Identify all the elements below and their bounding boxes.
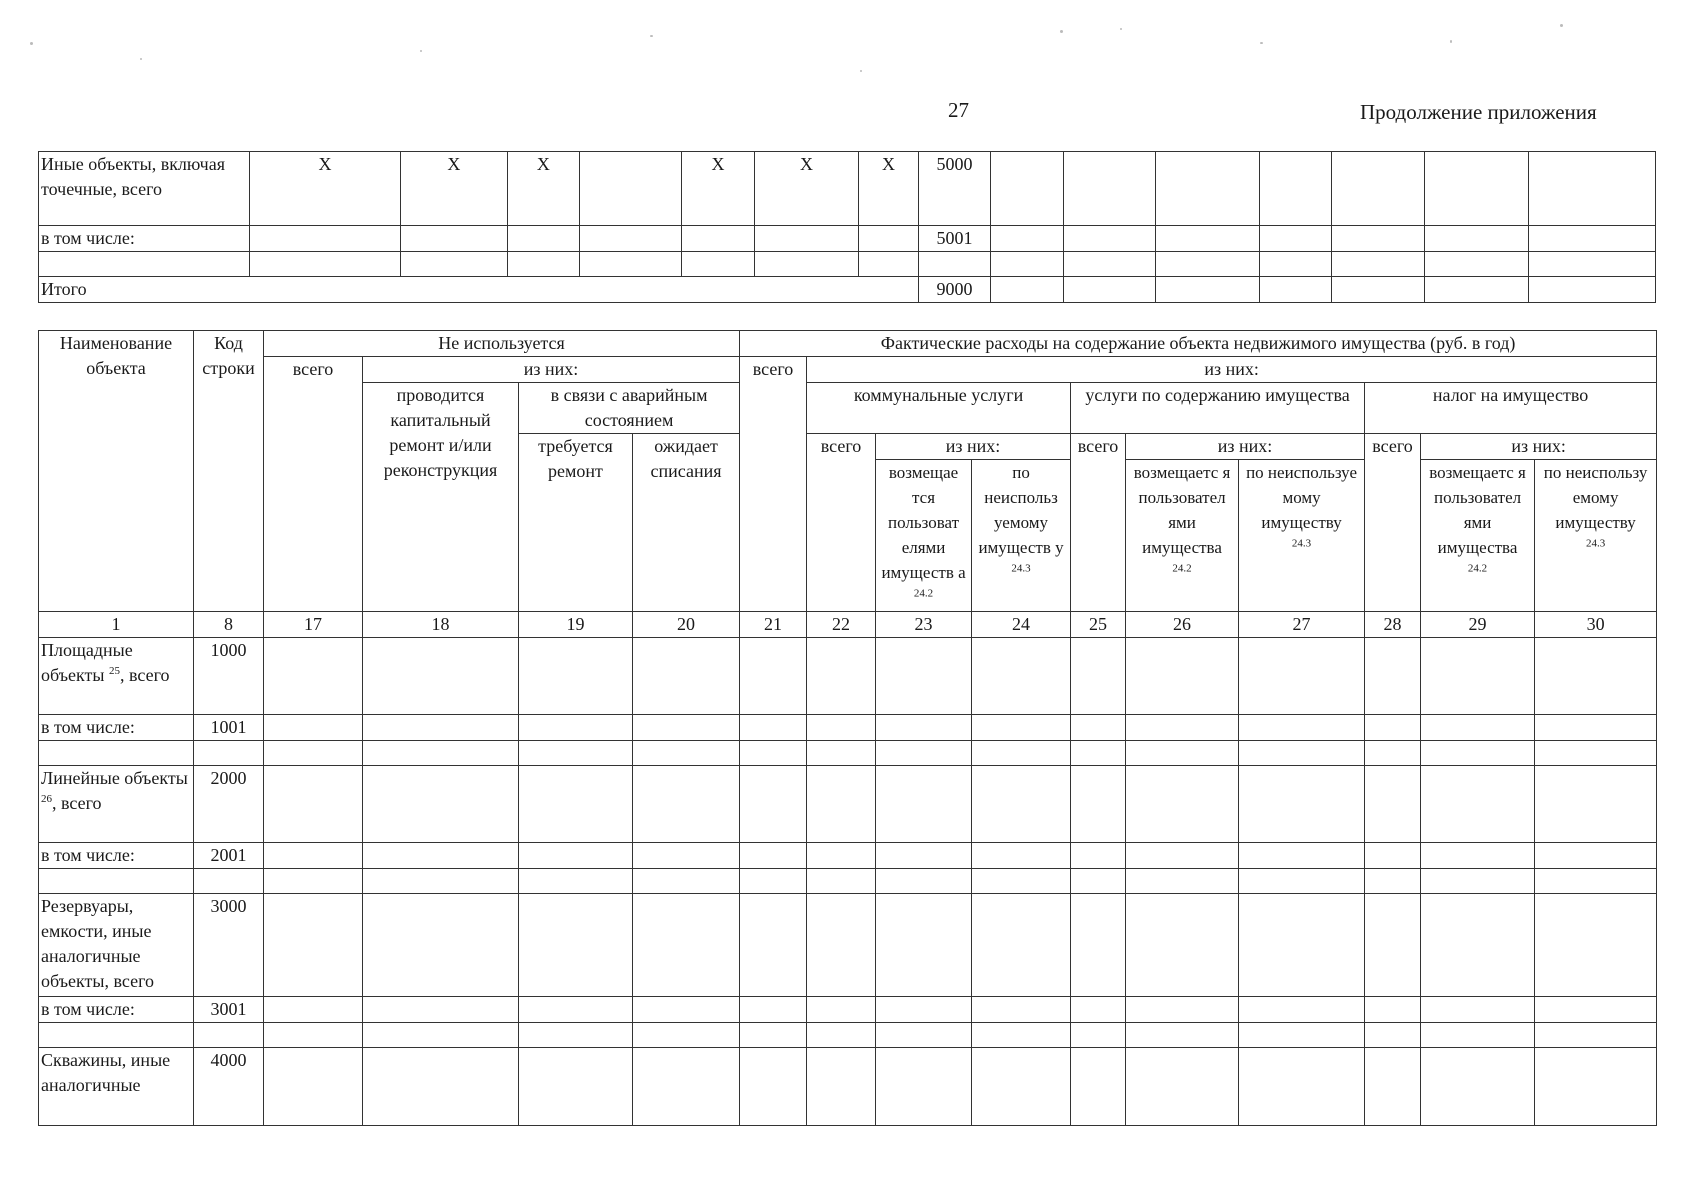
header-reimbursed: возмещаетс я пользовател ями имущества $^{24.2}$: [1126, 460, 1239, 612]
row-code: 5001: [918, 226, 990, 252]
cell-mark: [580, 152, 682, 226]
header-property-tax: налог на имущество: [1365, 383, 1657, 434]
main-table: [38, 330, 1657, 1126]
row-label: Иные объекты, включая точечные, всего: [39, 152, 250, 226]
column-number: 8: [194, 612, 264, 638]
cell-mark: Х: [249, 152, 400, 226]
table-row: [39, 1023, 1657, 1048]
header-unused: по неиспользу емому имуществу $^{24.3}$: [1535, 460, 1657, 612]
table-row-total: [39, 277, 1656, 303]
header-row: [39, 331, 1657, 357]
total-code: 9000: [918, 277, 990, 303]
header-emergency: в связи с аварийным состоянием: [519, 383, 740, 434]
cell-mark: Х: [754, 152, 858, 226]
row-label: Площадные объекты $^{25}$, всего: [39, 638, 194, 715]
column-numbers-row: [39, 612, 1657, 638]
table-row: [39, 843, 1657, 869]
header-of-them: из них:: [807, 357, 1657, 383]
row-code: 3001: [194, 997, 264, 1023]
column-number: 23: [876, 612, 972, 638]
table-row: [39, 1048, 1657, 1126]
column-number: 19: [519, 612, 633, 638]
header-utilities: коммунальные услуги: [807, 383, 1071, 434]
cell-mark: Х: [682, 152, 754, 226]
column-number: 24: [972, 612, 1071, 638]
column-number: 20: [633, 612, 740, 638]
table-row: [39, 869, 1657, 894]
header-total: всего: [264, 357, 363, 612]
table-row: [39, 152, 1656, 226]
table-row: [39, 226, 1656, 252]
header-actual-expenses: Фактические расходы на содержание объекта недвижимого имущества (руб. в год): [740, 331, 1657, 357]
header-total: всего: [1365, 434, 1421, 612]
header-of-them: из них:: [876, 434, 1071, 460]
row-label: в том числе:: [39, 715, 194, 741]
continuation-caption: Продолжение приложения: [1360, 100, 1597, 124]
row-label: Резервуары, емкости, иные аналогичные объекты, всего: [39, 894, 194, 997]
header-name: Наименование объекта: [39, 331, 194, 612]
column-number: 22: [807, 612, 876, 638]
column-number: 29: [1421, 612, 1535, 638]
header-reimbursed: возмещае тся пользоват елями имуществ а $^{24.2}$: [876, 460, 972, 612]
column-number: 28: [1365, 612, 1421, 638]
header-total: всего: [740, 357, 807, 612]
row-code: 4000: [194, 1048, 264, 1126]
cell-mark: Х: [401, 152, 508, 226]
header-reimbursed: возмещаетс я пользовател ями имущества $^{24.2}$: [1421, 460, 1535, 612]
top-table: [38, 151, 1656, 303]
column-number: 26: [1126, 612, 1239, 638]
row-code: 2000: [194, 766, 264, 843]
row-code: 5000: [918, 152, 990, 226]
header-maintenance: услуги по содержанию имущества: [1071, 383, 1365, 434]
row-label: Линейные объекты $^{26}$, всего: [39, 766, 194, 843]
total-label: Итого: [39, 277, 919, 303]
table-row: [39, 638, 1657, 715]
row-label: в том числе:: [39, 226, 250, 252]
column-number: 18: [363, 612, 519, 638]
header-of-them: из них:: [363, 357, 740, 383]
header-code: Код строки: [194, 331, 264, 612]
row-label: в том числе:: [39, 997, 194, 1023]
cell-mark: Х: [859, 152, 919, 226]
table-row: [39, 252, 1656, 277]
table-row: [39, 715, 1657, 741]
header-not-used: Не используется: [264, 331, 740, 357]
row-code: 1000: [194, 638, 264, 715]
column-number: 25: [1071, 612, 1126, 638]
table-row: [39, 894, 1657, 997]
header-total: всего: [807, 434, 876, 612]
header-unused: по неиспользуе мому имуществу $^{24.3}$: [1239, 460, 1365, 612]
table-row: [39, 741, 1657, 766]
column-number: 1: [39, 612, 194, 638]
column-number: 27: [1239, 612, 1365, 638]
header-of-them: из них:: [1421, 434, 1657, 460]
row-code: 2001: [194, 843, 264, 869]
row-code: 3000: [194, 894, 264, 997]
header-total: всего: [1071, 434, 1126, 612]
header-of-them: из них:: [1126, 434, 1365, 460]
header-awaiting-write-off: ожидает списания: [633, 434, 740, 612]
table-row: [39, 997, 1657, 1023]
row-label: в том числе:: [39, 843, 194, 869]
cell-mark: Х: [507, 152, 579, 226]
header-unused: по неиспольз уемому имуществ у $^{24.3}$: [972, 460, 1071, 612]
row-label: Скважины, иные аналогичные: [39, 1048, 194, 1126]
header-repair-needed: требуется ремонт: [519, 434, 633, 612]
table-row: [39, 766, 1657, 843]
page-number: 27: [948, 98, 969, 122]
row-code: 1001: [194, 715, 264, 741]
header-row: [39, 357, 1657, 383]
column-number: 17: [264, 612, 363, 638]
column-number: 21: [740, 612, 807, 638]
header-capital-repair: проводится капитальный ремонт и/или реконструкция: [363, 383, 519, 612]
column-number: 30: [1535, 612, 1657, 638]
